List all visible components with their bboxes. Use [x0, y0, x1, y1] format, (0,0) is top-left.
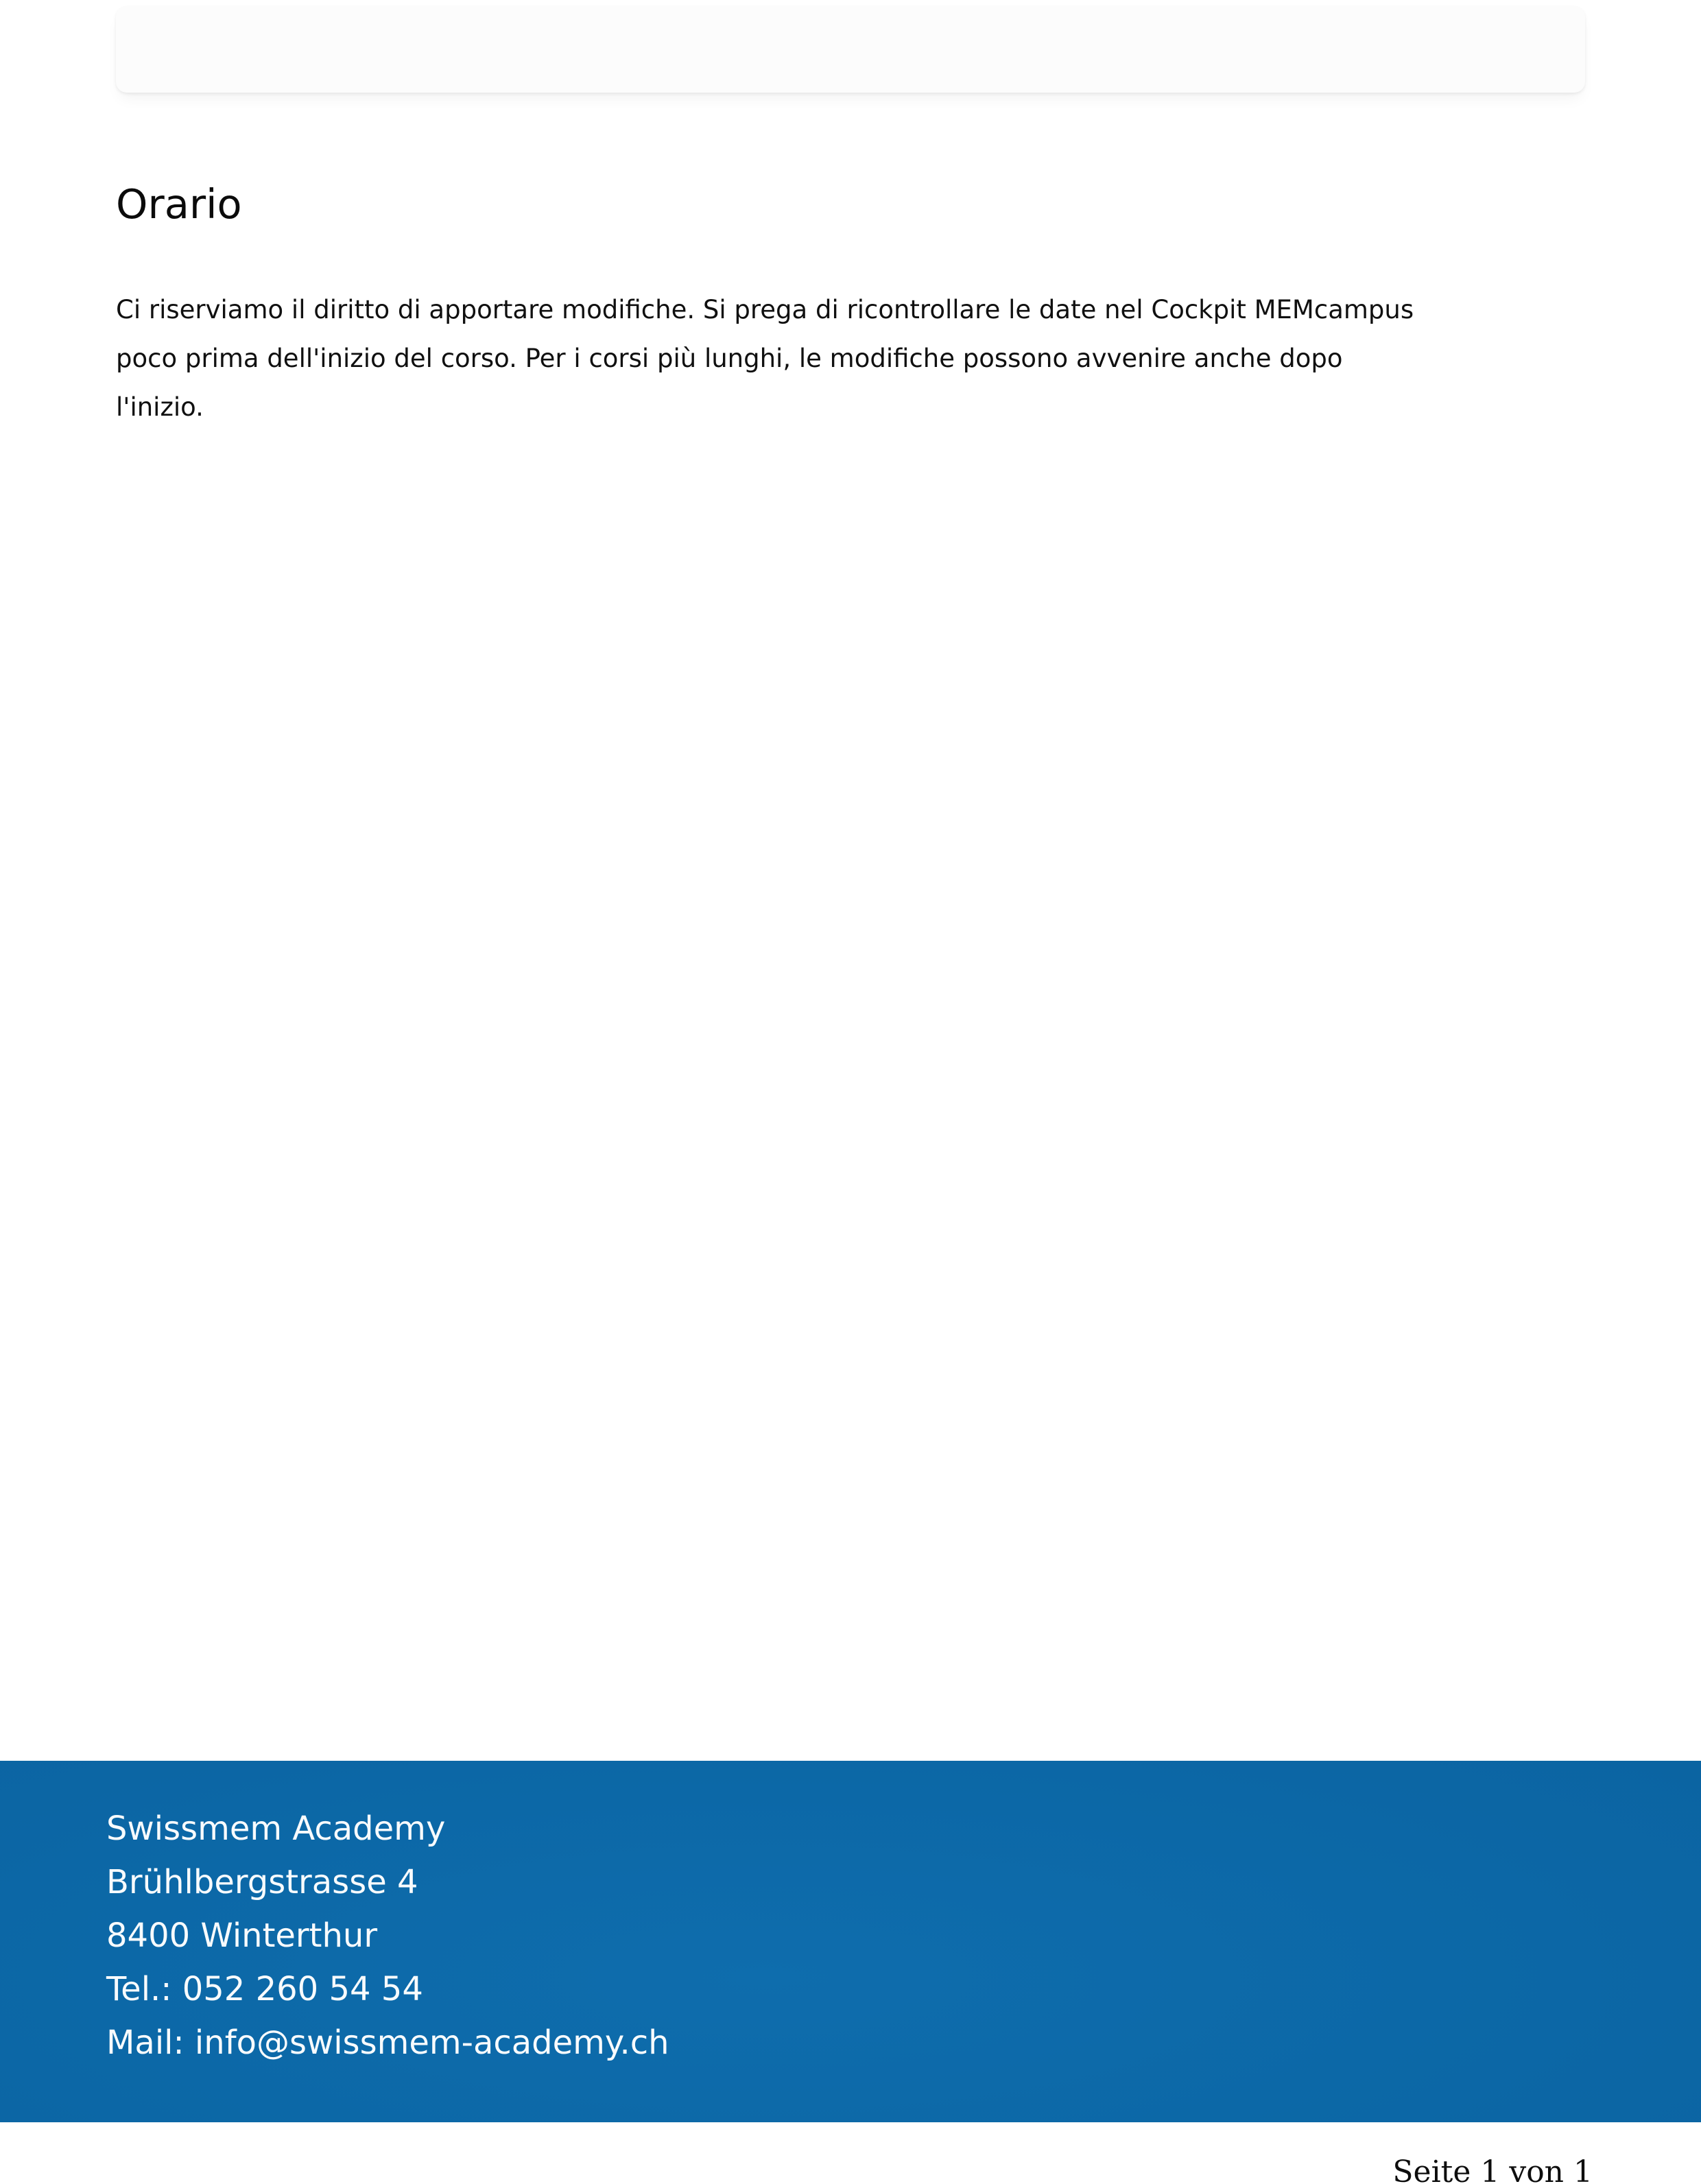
paragraph-line: l'inizio.	[116, 392, 204, 422]
footer-phone: Tel.: 052 260 54 54	[106, 1970, 423, 2008]
contact-footer	[0, 1761, 1701, 2122]
footer-street: Brühlbergstrasse 4	[106, 1863, 418, 1901]
body-paragraph	[116, 285, 1597, 431]
page-number: Seite 1 von 1	[1392, 2155, 1593, 2184]
header-card	[116, 6, 1585, 93]
page-title: Orario	[116, 180, 242, 228]
footer-email: Mail: info@swissmem-academy.ch	[106, 2023, 669, 2062]
paragraph-line: Ci riserviamo il diritto di apportare modifiche. Si prega di ricontrollare le date nel Cockpit MEMcampus	[116, 295, 1414, 324]
footer-org-name: Swissmem Academy	[106, 1809, 446, 1848]
paragraph-line: poco prima dell'inizio del corso. Per i corsi più lunghi, le modifiche possono avvenire anche dopo	[116, 344, 1343, 373]
footer-city: 8400 Winterthur	[106, 1916, 378, 1955]
